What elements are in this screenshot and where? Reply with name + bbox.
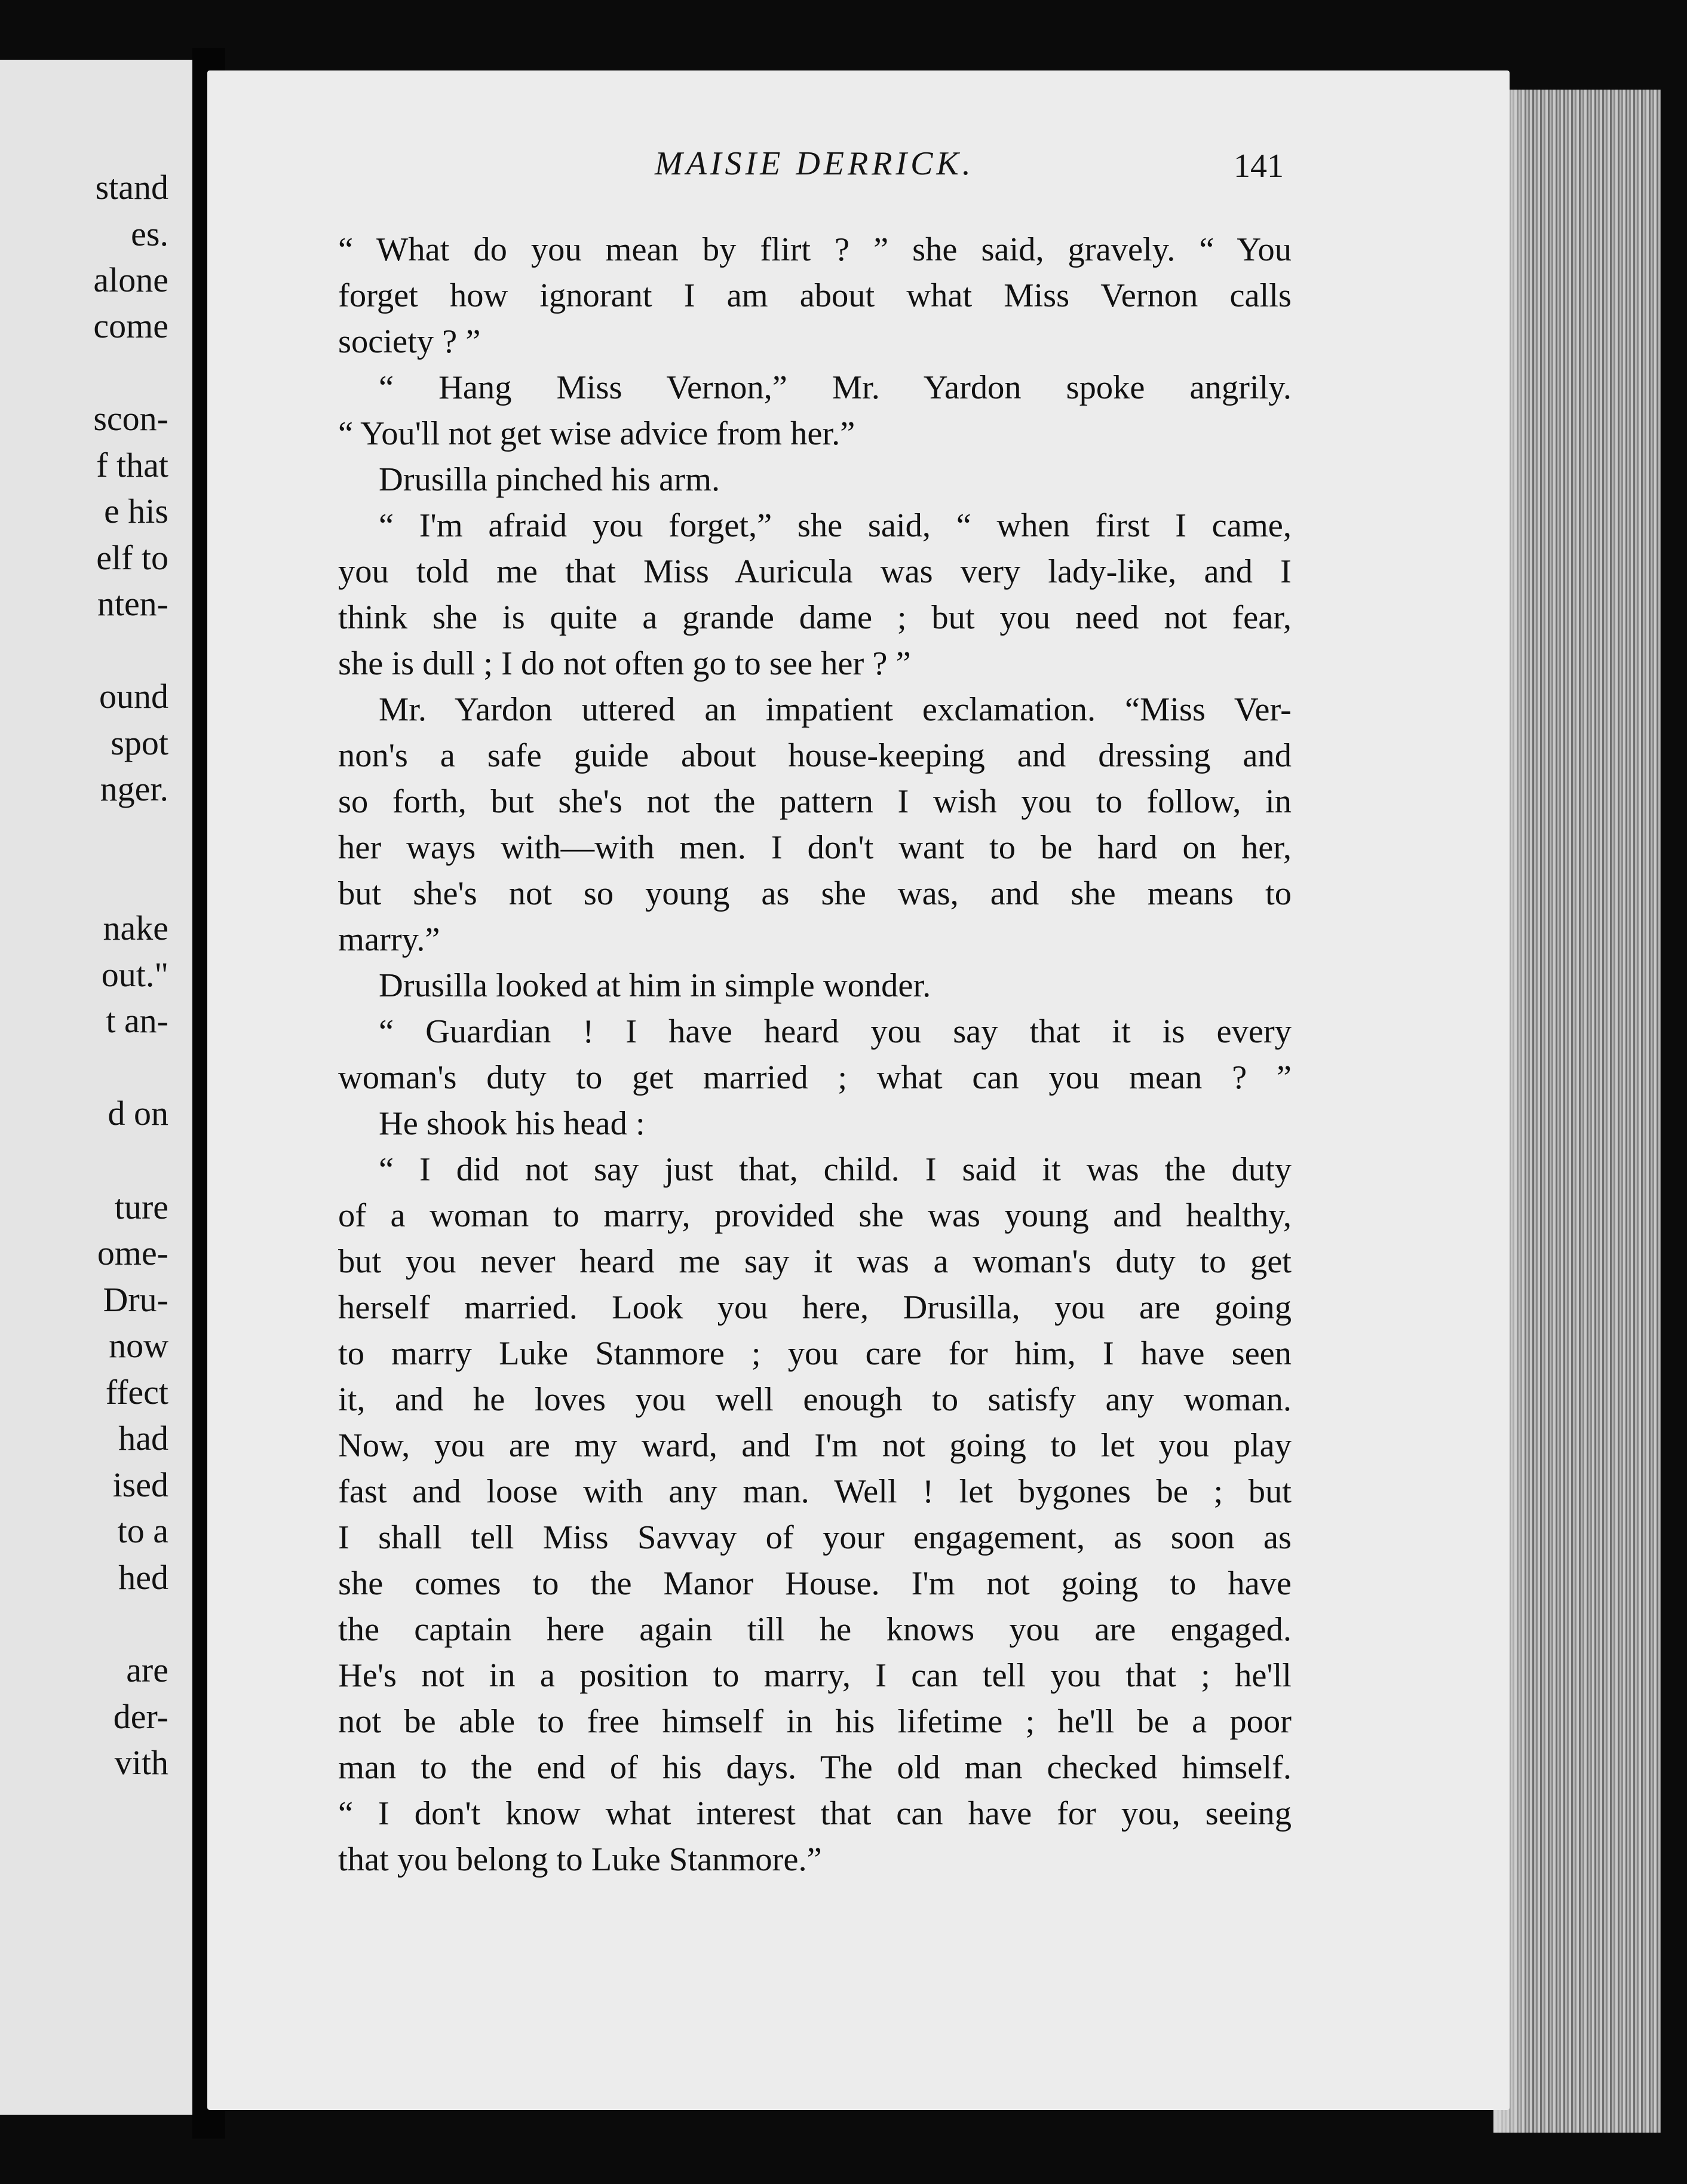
text-line: the captain here again till he knows you are engaged. — [338, 1611, 1292, 1648]
facing-page-fragment: come — [93, 306, 168, 345]
facing-page-fragment: es. — [131, 214, 168, 253]
facing-page-fragment: e his — [104, 492, 168, 530]
page-number: 141 — [1234, 148, 1284, 185]
facing-page-fragment: stand — [95, 168, 168, 207]
text-line: “ You'll not get wise advice from her.” — [338, 415, 855, 452]
text-line: He shook his head : — [379, 1105, 645, 1142]
facing-page-fragment: nger. — [100, 769, 168, 808]
facing-page-fragment: spot — [111, 723, 168, 762]
facing-page-fragment: elf to — [96, 538, 168, 577]
text-line: Mr. Yardon uttered an impatient exclamation. “Miss Ver- — [379, 691, 1292, 728]
facing-page — [0, 60, 192, 2115]
text-line: woman's duty to get married ; what can you mean ? ” — [338, 1059, 1292, 1096]
text-line: to marry Luke Stanmore ; you care for him, I have seen — [338, 1335, 1292, 1372]
text-line: not be able to free himself in his lifetime ; he'll be a poor — [338, 1703, 1292, 1740]
text-line: think she is quite a grande dame ; but you need not fear, — [338, 599, 1292, 636]
text-line: “ I did not say just that, child. I said it was the duty — [379, 1151, 1292, 1188]
text-line: she comes to the Manor House. I'm not going to have — [338, 1565, 1292, 1602]
facing-page-fragment: now — [109, 1326, 168, 1365]
text-line: she is dull ; I do not often go to see her ? ” — [338, 645, 911, 682]
facing-page-fragment: ised — [112, 1465, 168, 1504]
text-line: you told me that Miss Auricula was very lady-like, and I — [338, 553, 1292, 590]
facing-page-fragment: nten- — [97, 584, 168, 623]
facing-page-fragment: out." — [101, 955, 168, 994]
text-line: He's not in a position to marry, I can tell you that ; he'll — [338, 1657, 1292, 1694]
text-line: I shall tell Miss Savvay of your engagement, as soon as — [338, 1519, 1292, 1556]
text-line: Drusilla pinched his arm. — [379, 461, 720, 498]
text-line: man to the end of his days. The old man checked himself. — [338, 1749, 1292, 1786]
facing-page-fragment: f that — [96, 446, 168, 484]
facing-page-fragment: d on — [108, 1094, 168, 1133]
text-line: Now, you are my ward, and I'm not going to let you play — [338, 1427, 1292, 1464]
text-line: “ What do you mean by flirt ? ” she said, gravely. “ You — [338, 231, 1292, 268]
facing-page-fragment: to a — [117, 1511, 168, 1550]
text-line: herself married. Look you here, Drusilla, you are going — [338, 1289, 1292, 1326]
text-line: non's a safe guide about house-keeping and dressing and — [338, 737, 1292, 774]
text-line: “ I'm afraid you forget,” she said, “ when first I came, — [379, 507, 1292, 544]
text-line: forget how ignorant I am about what Miss Vernon calls — [338, 277, 1292, 314]
facing-page-fragment: alone — [93, 260, 168, 299]
facing-page-fragment: ffect — [105, 1373, 168, 1412]
facing-page-fragment: hed — [118, 1558, 168, 1597]
facing-page-fragment: ound — [99, 677, 168, 716]
text-line: “ Guardian ! I have heard you say that it is every — [379, 1013, 1292, 1050]
facing-page-fragment: der- — [113, 1697, 168, 1736]
text-line: so forth, but she's not the pattern I wish you to follow, in — [338, 783, 1292, 820]
text-line: “ Hang Miss Vernon,” Mr. Yardon spoke angrily. — [379, 369, 1292, 406]
facing-page-fragment: vith — [114, 1743, 168, 1782]
text-line: but she's not so young as she was, and she means to — [338, 875, 1292, 912]
text-line: society ? ” — [338, 323, 481, 360]
text-line: “ I don't know what interest that can have for you, seeing — [338, 1795, 1292, 1832]
facing-page-fragment: ome- — [97, 1234, 168, 1272]
body-text — [338, 227, 1292, 1883]
text-line: Drusilla looked at him in simple wonder. — [379, 967, 931, 1004]
text-line: it, and he loves you well enough to satisfy any woman. — [338, 1381, 1292, 1418]
text-line: her ways with—with men. I don't want to be hard on her, — [338, 829, 1292, 866]
running-head: MAISIE DERRICK. — [655, 145, 974, 182]
facing-page-fragment: Dru- — [103, 1280, 168, 1319]
text-line: but you never heard me say it was a woman's duty to get — [338, 1243, 1292, 1280]
text-line: marry.” — [338, 921, 440, 958]
text-line: that you belong to Luke Stanmore.” — [338, 1841, 822, 1878]
facing-page-fragment: are — [126, 1651, 168, 1689]
facing-page-fragment: had — [118, 1419, 168, 1458]
text-line: of a woman to marry, provided she was young and healthy, — [338, 1197, 1292, 1234]
text-line: fast and loose with any man. Well ! let bygones be ; but — [338, 1473, 1292, 1510]
facing-page-fragment: nake — [103, 909, 168, 947]
facing-page-fragment: ture — [114, 1188, 168, 1226]
facing-page-fragment: scon- — [93, 399, 168, 438]
facing-page-fragment: t an- — [106, 1001, 168, 1040]
